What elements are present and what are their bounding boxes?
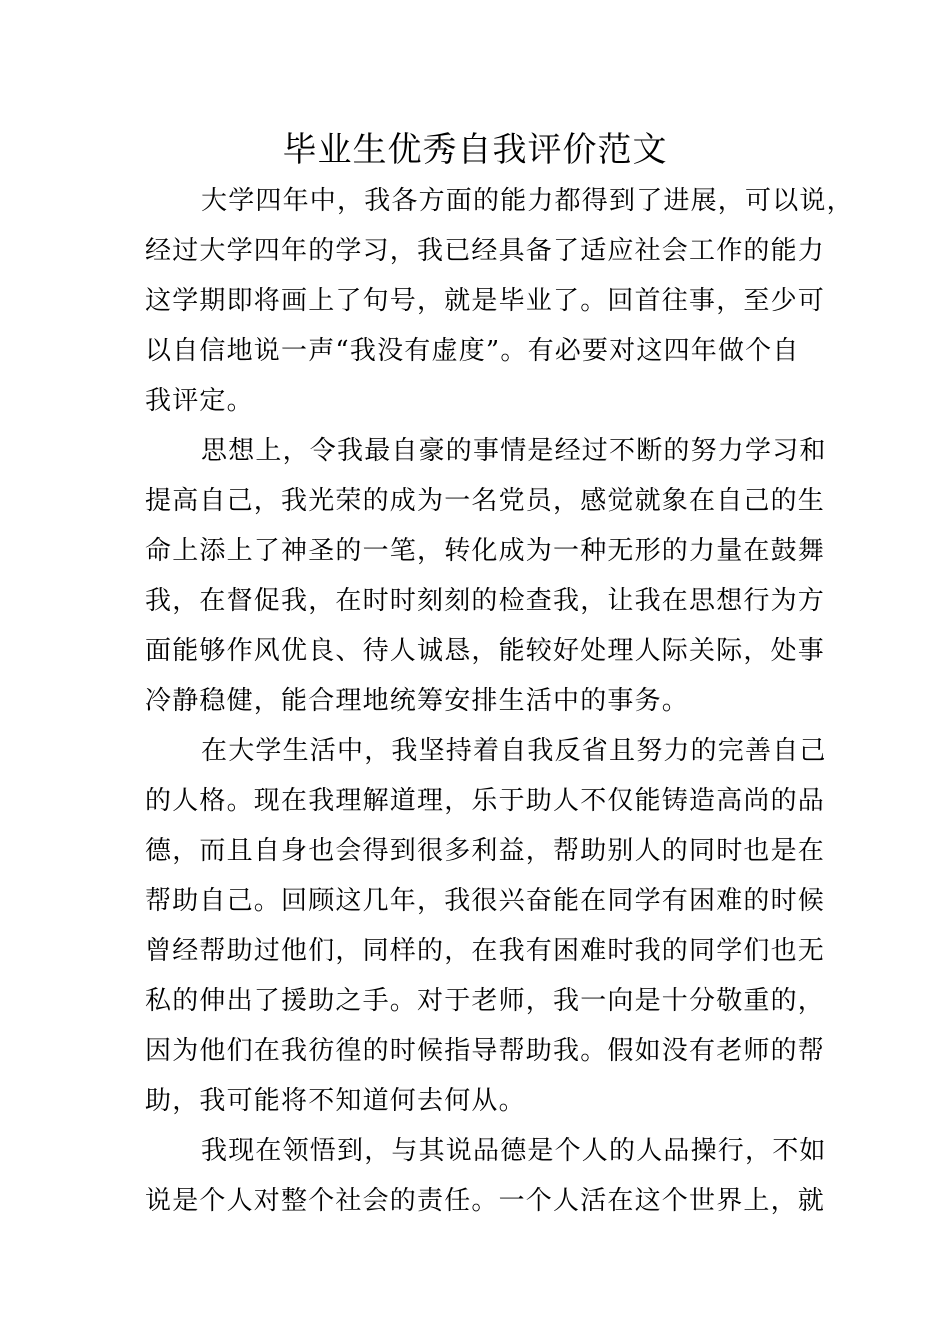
document-title: 毕业生优秀自我评价范文 xyxy=(282,130,668,170)
document-body xyxy=(145,176,854,1226)
text-line: 帮助自己。回顾这几年，我很兴奋能在同学有困难的时候 xyxy=(145,886,826,916)
text-line: 思想上，令我最自豪的事情是经过不断的努力学习和 xyxy=(201,436,827,466)
text-line: 提高自己，我光荣的成为一名党员，感觉就象在自己的生 xyxy=(145,486,826,516)
text-line: 我评定。 xyxy=(145,386,254,416)
text-line: 我，在督促我，在时时刻刻的检查我，让我在思想行为方 xyxy=(145,586,826,616)
text-line: 面能够作风优良、待人诚恳，能较好处理人际关际，处事 xyxy=(145,636,826,666)
text-line: 冷静稳健，能合理地统筹安排生活中的事务。 xyxy=(145,686,690,716)
text-line: 命上添上了神圣的一笔，转化成为一种无形的力量在鼓舞 xyxy=(145,536,826,566)
text-line: 以自信地说一声“我没有虚度”。有必要对这四年做个自 xyxy=(145,336,800,366)
text-line: 经过大学四年的学习，我已经具备了适应社会工作的能力 xyxy=(145,236,826,266)
text-line: 我现在领悟到，与其说品德是个人的人品操行，不如 xyxy=(201,1136,827,1166)
text-line: 德，而且自身也会得到很多利益，帮助别人的同时也是在 xyxy=(145,836,826,866)
text-line: 助，我可能将不知道何去何从。 xyxy=(145,1086,526,1116)
text-line: 说是个人对整个社会的责任。一个人活在这个世界上，就 xyxy=(145,1186,826,1216)
text-line: 的人格。现在我理解道理，乐于助人不仅能铸造高尚的品 xyxy=(145,786,826,816)
text-line: 大学四年中，我各方面的能力都得到了进展，可以说， xyxy=(201,186,854,216)
text-line: 这学期即将画上了句号，就是毕业了。回首往事，至少可 xyxy=(145,286,826,316)
text-line: 私的伸出了援助之手。对于老师，我一向是十分敬重的， xyxy=(145,986,826,1016)
text-line: 在大学生活中，我坚持着自我反省且努力的完善自己 xyxy=(201,736,827,766)
text-line: 曾经帮助过他们，同样的，在我有困难时我的同学们也无 xyxy=(145,936,826,966)
text-line: 因为他们在我彷徨的时候指导帮助我。假如没有老师的帮 xyxy=(145,1036,826,1066)
